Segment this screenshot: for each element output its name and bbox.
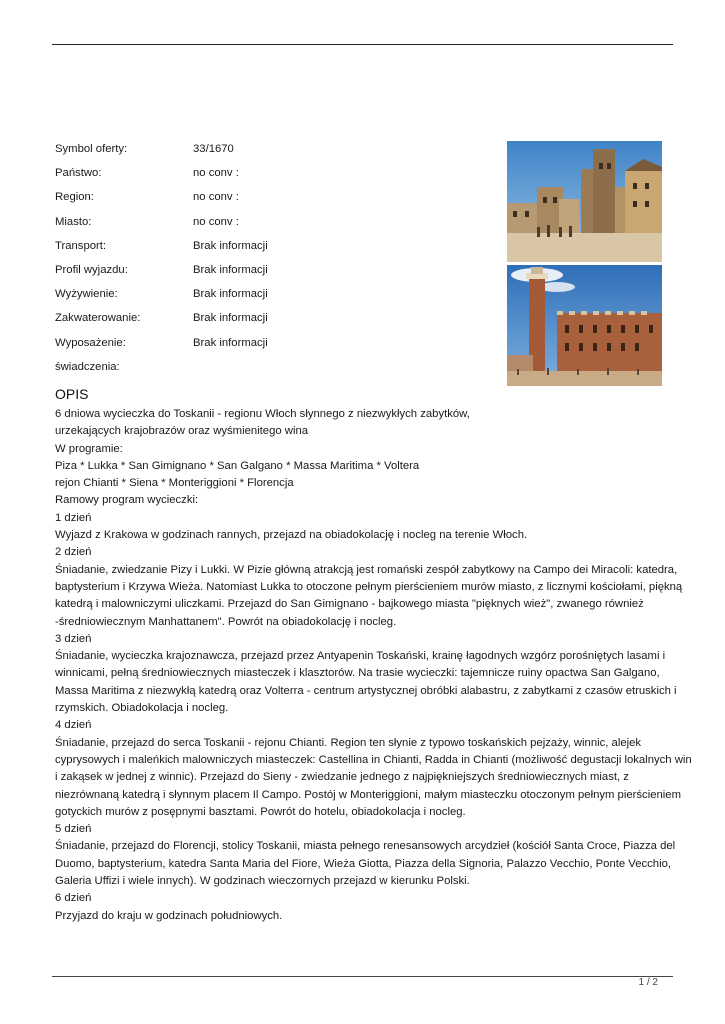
description-line: Duomo, baptysterium, katedra Santa Maria del Fiore, Wieża Giotta, Piazza della Signoria, Palazzo Vecchio, Ponte Vecchio, — [55, 857, 671, 870]
top-divider — [52, 44, 673, 45]
description-line: Wyjazd z Krakowa w godzinach rannych, przejazd na obiadokolację i nocleg na terenie Włoch. — [55, 529, 528, 542]
offer-label: Symbol oferty: — [55, 143, 128, 155]
offer-label: Region: — [55, 191, 94, 204]
offer-row-country — [55, 164, 455, 188]
offer-row-symbol — [55, 140, 455, 164]
offer-value: Brak informacji — [193, 312, 268, 325]
description-line: rejon Chianti * Siena * Monteriggioni * Florencja — [55, 477, 294, 490]
description-line: Śniadanie, wycieczka krajoznawcza, przejazd przez Antyapenin Toskański, krainę łagodnych wzgórz porośniętych lasami i — [55, 650, 666, 663]
description-line: cyprysowych i maleńkich malowniczych miasteczek: Castellina in Chianti, Radda in Chianti (możliwość degustacji lokalnych win — [55, 753, 692, 766]
photo-siena-campo — [507, 265, 662, 386]
description-line: W programie: — [55, 442, 123, 455]
description-line: rzymskich. Obiadokolacja i nocleg. — [55, 702, 229, 715]
offer-label: Wyposażenie: — [55, 336, 126, 349]
description-line: Galeria Uffizi i wiele innych). W godzinach wieczornych przejazd w kierunku Polski. — [55, 875, 470, 888]
description-line: Ramowy program wycieczki: — [55, 494, 199, 507]
description-line: gotyckich murów z posępnymi basztami. Powrót do hotelu, obiadokolacja i nocleg. — [55, 805, 466, 818]
offer-row-transport — [55, 237, 455, 261]
description-line: 6 dniowa wycieczka do Toskanii - regionu Włoch słynnego z niezwykłych zabytków, — [55, 408, 470, 420]
description-body — [55, 406, 692, 925]
offer-row-city — [55, 213, 455, 237]
description-line: urzekających krajobrazów oraz wyśmienitego wina — [55, 425, 309, 438]
description-line: katedrą i malowniczymi uliczkami. Przejazd do San Gimignano - bajkowego miasta "pięknych wież", zwanego również — [55, 598, 644, 611]
bottom-divider — [52, 976, 673, 977]
offer-value: Brak informacji — [193, 336, 268, 349]
offer-row-trip-profile — [55, 261, 455, 285]
offer-row-meals — [55, 285, 455, 309]
offer-value: Brak informacji — [193, 288, 268, 301]
offer-label: Transport: — [55, 239, 107, 252]
day-heading: 1 dzień — [55, 511, 92, 524]
offer-value: no conv : — [193, 215, 239, 228]
page-number: 1 / 2 — [638, 977, 658, 988]
offer-label: świadczenia: — [55, 360, 120, 373]
town-square-image — [507, 141, 662, 262]
photo-san-gimignano — [507, 141, 662, 262]
offer-label: Państwo: — [55, 167, 102, 180]
day-heading: 6 dzień — [55, 892, 92, 905]
description-line: Przyjazd do kraju w godzinach południowych. — [55, 909, 283, 922]
description-line: baptysterium i Krzywa Wieża. Natomiast Lukka to otoczone pełnym pierścieniem murów miasto, z licznymi kościołami, piękną — [55, 580, 683, 593]
offer-row-services — [55, 358, 455, 382]
tower-square-image — [507, 265, 662, 386]
description-line: i zakąsek w jednej z winnic). Przejazd do Sieny - zwiedzanie jednego z najpiękniejszych średniowiecznych miast, z — [55, 771, 629, 784]
description-line: Śniadanie, przejazd do serca Toskanii - rejonu Chianti. Region ten słynie z typowo toskańskich pejzaży, winnic, alejek — [55, 736, 642, 749]
offer-row-accommodation — [55, 309, 455, 333]
description-line: Śniadanie, zwiedzanie Pizy i Lukki. W Pizie główną atrakcją jest romański zespół zabytkowy na Campo dei Miracoli: katedra, — [55, 563, 678, 576]
offer-label: Profil wyjazdu: — [55, 263, 128, 276]
day-heading: 4 dzień — [55, 719, 92, 732]
offer-row-equipment — [55, 334, 455, 358]
offer-value: Brak informacji — [193, 263, 268, 276]
offer-info-table — [55, 140, 455, 382]
offer-value: 33/1670 — [193, 143, 234, 155]
description-line: -średniowiecznym Manhattanem". Powrót na obiadokolację i nocleg. — [55, 615, 397, 628]
section-title-opis: OPIS — [55, 386, 89, 402]
day-heading: 2 dzień — [55, 546, 92, 559]
day-heading: 5 dzień — [55, 823, 92, 836]
day-heading: 3 dzień — [55, 632, 92, 645]
description-line: niezrównaną katedrą i słynnym placem Il Campo. Postój w Monteriggioni, małym miasteczku otoczonym pełnym pierścieniem — [55, 788, 681, 801]
offer-value: no conv : — [193, 167, 239, 180]
description-line: Piza * Lukka * San Gimignano * San Galgano * Massa Maritima * Voltera — [55, 459, 420, 472]
offer-value: Brak informacji — [193, 239, 268, 252]
offer-label: Zakwaterowanie: — [55, 312, 141, 325]
offer-label: Miasto: — [55, 215, 92, 228]
description-line: Śniadanie, przejazd do Florencji, stolicy Toskanii, miasta pełnego renesansowych arcydzieł (kościół Santa Croce, Piazza del — [55, 840, 676, 853]
offer-row-region — [55, 188, 455, 212]
offer-label: Wyżywienie: — [55, 288, 118, 301]
offer-value: no conv : — [193, 191, 239, 204]
description-line: winnicami, pełną średniowiecznych miasteczek i klasztorów. Na trasie wycieczki: tajemnicze ruiny opactwa San Galgano, — [55, 667, 660, 680]
description-line: Massa Maritima z niezwykłą katedrą oraz Volterra - centrum artystycznej obróbki alabastru, z zabytkami z czasów etruskich i — [55, 684, 677, 697]
